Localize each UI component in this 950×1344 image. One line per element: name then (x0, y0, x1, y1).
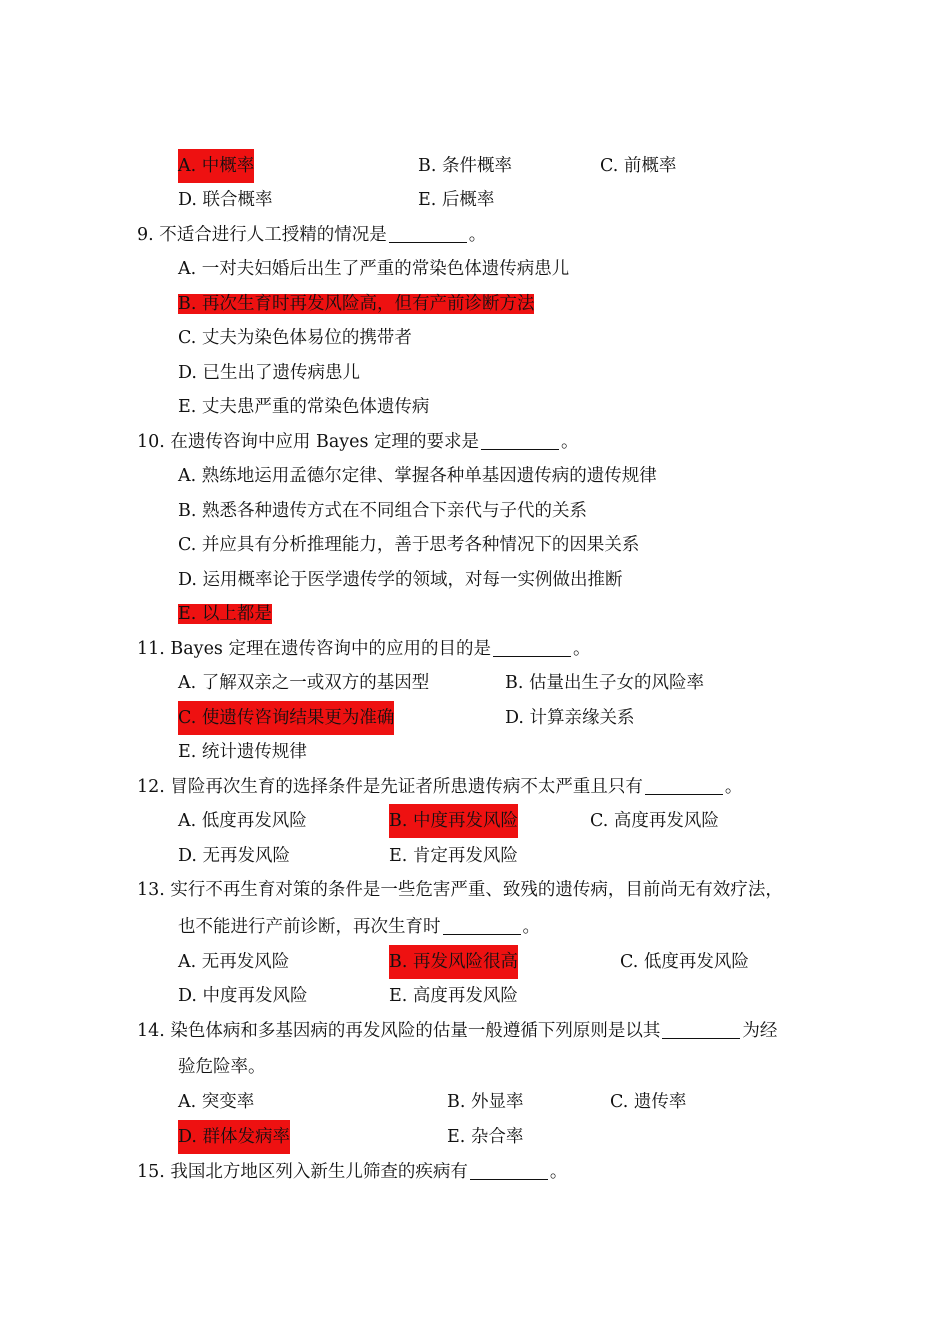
question-11-options-row-2 (0, 701, 950, 735)
question-13-stem-line-1: 13. 实行不再生育对策的条件是一些危害严重、致残的遗传病，目前尚无有效疗法， (137, 880, 783, 900)
question-12-text: 12. 冒险再次生育的选择条件是先证者所患遗传病不太严重且只有 (137, 777, 643, 797)
question-9-option-d: D. 已生出了遗传病患儿 (178, 363, 361, 383)
question-9-option-c: C. 丈夫为染色体易位的携带者 (178, 328, 412, 348)
question-14-options-row-1 (0, 1085, 950, 1119)
question-9-option-e: E. 丈夫患严重的常染色体遗传病 (178, 397, 430, 417)
option-e: E. 后概率 (418, 190, 495, 210)
question-15-text: 15. 我国北方地区列入新生儿筛查的疾病有 (137, 1162, 468, 1182)
question-13-options-row-1 (0, 945, 950, 979)
question-13-option-e: E. 高度再发风险 (389, 986, 518, 1006)
question-14-answer-d: D. 群体发病率 (178, 1120, 290, 1154)
answer-blank (470, 1159, 548, 1180)
question-9-option-b (178, 287, 534, 321)
question-14-option-e: E. 杂合率 (447, 1127, 524, 1147)
question-9-answer-b: B. 再次生育时再发风险高，但有产前诊断方法 (178, 294, 535, 314)
punctuation: 。 (522, 917, 540, 937)
question-13-option-c: C. 低度再发风险 (620, 952, 749, 972)
options-row-top-2 (0, 183, 950, 217)
question-12-options-row-1 (0, 804, 950, 838)
question-11-option-a: A. 了解双亲之一或双方的基因型 (178, 673, 430, 693)
answer-blank (662, 1018, 740, 1039)
question-14-option-a: A. 突变率 (178, 1092, 255, 1112)
question-13-answer-b: B. 再发风险很高 (389, 945, 518, 979)
punctuation: 。 (549, 1162, 568, 1182)
question-14-options-row-2 (0, 1120, 950, 1154)
question-11-text: 11. Bayes 定理在遗传咨询中的应用的目的是 (137, 639, 491, 659)
question-15-stem (137, 1155, 567, 1189)
question-14-stem-line-1 (137, 1014, 777, 1048)
question-10-stem (137, 425, 579, 459)
question-13-option-a: A. 无再发风险 (178, 952, 290, 972)
question-10-option-d: D. 运用概率论于医学遗传学的领域，对每一实例做出推断 (178, 570, 623, 590)
question-12-option-a: A. 低度再发风险 (178, 811, 307, 831)
question-14-option-b: B. 外显率 (447, 1092, 524, 1112)
question-14-text: 14. 染色体病和多基因病的再发风险的估量一般遵循下列原则是以其 (137, 1021, 661, 1041)
answer-blank (493, 636, 571, 657)
option-c: C. 前概率 (600, 156, 677, 176)
option-a-answer: A. 中概率 (178, 149, 254, 183)
answer-blank (389, 222, 467, 243)
question-10-text: 10. 在遗传咨询中应用 Bayes 定理的要求是 (137, 432, 480, 452)
question-12-option-e: E. 肯定再发风险 (389, 846, 518, 866)
question-10-option-c: C. 并应具有分析推理能力，善于思考各种情况下的因果关系 (178, 535, 640, 555)
question-12-stem (137, 770, 742, 804)
question-11-stem (137, 632, 590, 666)
question-11-option-b: B. 估量出生子女的风险率 (505, 673, 704, 693)
option-d: D. 联合概率 (178, 190, 273, 210)
question-13-stem-line-2 (178, 910, 540, 944)
question-10-answer-e: E. 以上都是 (178, 604, 272, 624)
question-12-answer-b: B. 中度再发风险 (389, 804, 518, 838)
question-12-options-row-2 (0, 839, 950, 873)
question-10-option-b: B. 熟悉各种遗传方式在不同组合下亲代与子代的关系 (178, 501, 587, 521)
question-10-option-e (178, 597, 272, 631)
question-9-option-a: A. 一对夫妇婚后出生了严重的常染色体遗传病患儿 (178, 259, 570, 279)
punctuation: 。 (724, 777, 743, 797)
question-13-option-d: D. 中度再发风险 (178, 986, 308, 1006)
question-9-text: 9. 不适合进行人工授精的情况是 (137, 225, 387, 245)
question-14-text-end: 为经 (742, 1021, 778, 1041)
punctuation: 。 (468, 225, 487, 245)
question-11-option-e: E. 统计遗传规律 (178, 742, 307, 762)
option-b: B. 条件概率 (418, 156, 512, 176)
question-12-option-d: D. 无再发风险 (178, 846, 291, 866)
punctuation: 。 (561, 432, 579, 452)
question-13-text: 也不能进行产前诊断，再次生育时 (178, 917, 441, 937)
options-row-top-1 (0, 149, 950, 183)
answer-blank (481, 429, 559, 450)
question-11-answer-c: C. 使遗传咨询结果更为准确 (178, 701, 394, 735)
question-14-option-c: C. 遗传率 (610, 1092, 687, 1112)
question-12-option-c: C. 高度再发风险 (590, 811, 719, 831)
question-11-options-row-1 (0, 666, 950, 700)
question-13-options-row-2 (0, 979, 950, 1013)
question-10-option-a: A. 熟练地运用孟德尔定律、掌握各种单基因遗传病的遗传规律 (178, 466, 657, 486)
question-9-stem (137, 218, 486, 252)
answer-blank (443, 914, 521, 935)
question-14-stem-line-2: 验危险率。 (178, 1057, 266, 1077)
question-11-option-d: D. 计算亲缘关系 (505, 708, 635, 728)
answer-blank (645, 774, 723, 795)
punctuation: 。 (572, 639, 591, 659)
